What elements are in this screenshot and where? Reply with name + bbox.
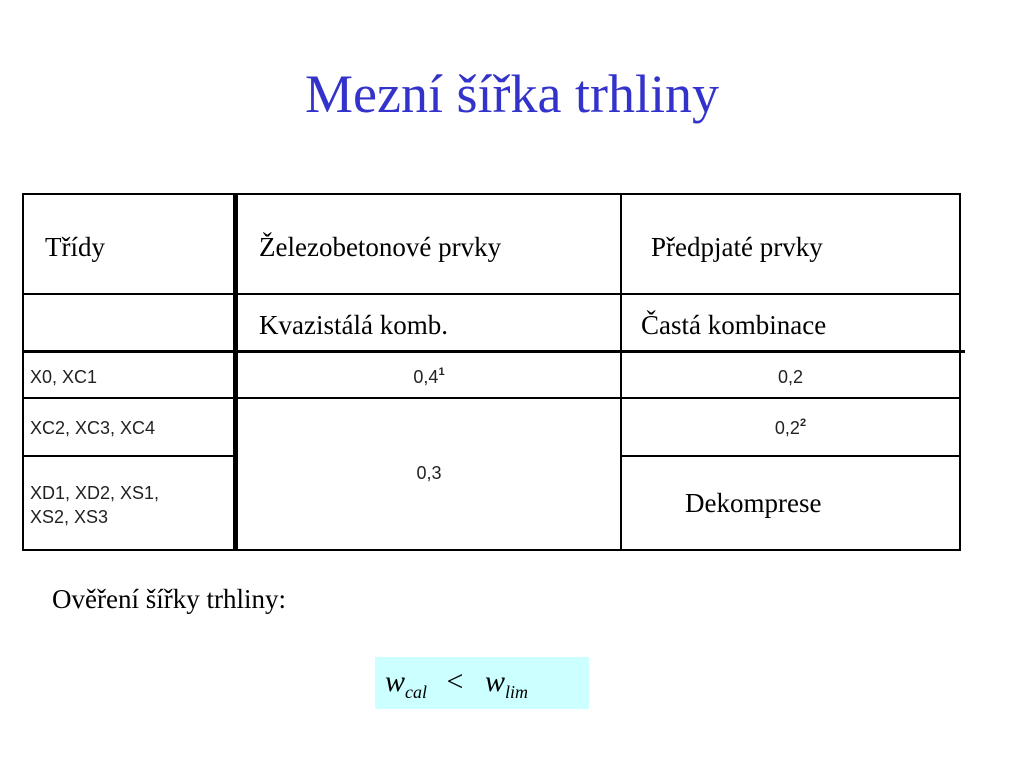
verification-formula	[375, 657, 589, 709]
table-border-top	[22, 193, 961, 195]
table-border-bottom	[22, 549, 961, 551]
row-classes: X0, XC1	[30, 367, 98, 387]
value-text: 0,4	[413, 367, 439, 387]
table-border-right	[959, 193, 961, 551]
subheader-reinforced: Kvazistálá komb.	[259, 310, 448, 340]
w-lim-symbol: w	[484, 665, 505, 698]
less-than-operator: <	[446, 665, 464, 698]
header-classes: Třídy	[45, 232, 105, 262]
row-value-prestressed	[622, 418, 959, 439]
row-value-reinforced	[238, 367, 620, 388]
page-title: Mezní šířka trhliny	[305, 64, 719, 124]
table-divider	[621, 455, 961, 457]
row-classes-line1: XD1, XD2, XS1,	[30, 483, 160, 503]
value-text: 0,3	[416, 463, 442, 483]
row-value-prestressed	[622, 367, 959, 388]
header-prestressed: Předpjaté prvky	[651, 232, 823, 262]
table-border-left	[22, 193, 24, 551]
row-value-prestressed: Dekomprese	[685, 488, 822, 518]
w-cal-subscript: cal	[405, 682, 428, 702]
verification-label: Ověření šířky trhliny:	[52, 584, 286, 614]
value-text: 0,2	[774, 418, 800, 438]
w-lim-subscript: lim	[504, 682, 528, 702]
table-divider	[22, 397, 961, 399]
value-text: 0,2	[777, 367, 804, 387]
footnote-mark: 2	[799, 417, 807, 429]
header-reinforced: Železobetonové prvky	[259, 232, 502, 262]
table-divider	[22, 455, 236, 457]
table-divider	[22, 350, 965, 353]
row-classes: XC2, XC3, XC4	[30, 418, 156, 438]
row-classes-line2: XS2, XS3	[30, 507, 109, 527]
footnote-mark: 1	[438, 366, 445, 378]
row-value-reinforced-merged	[238, 463, 620, 484]
subheader-prestressed: Častá kombinace	[641, 310, 827, 340]
w-cal-symbol: w	[385, 665, 406, 698]
table-divider	[22, 293, 961, 295]
